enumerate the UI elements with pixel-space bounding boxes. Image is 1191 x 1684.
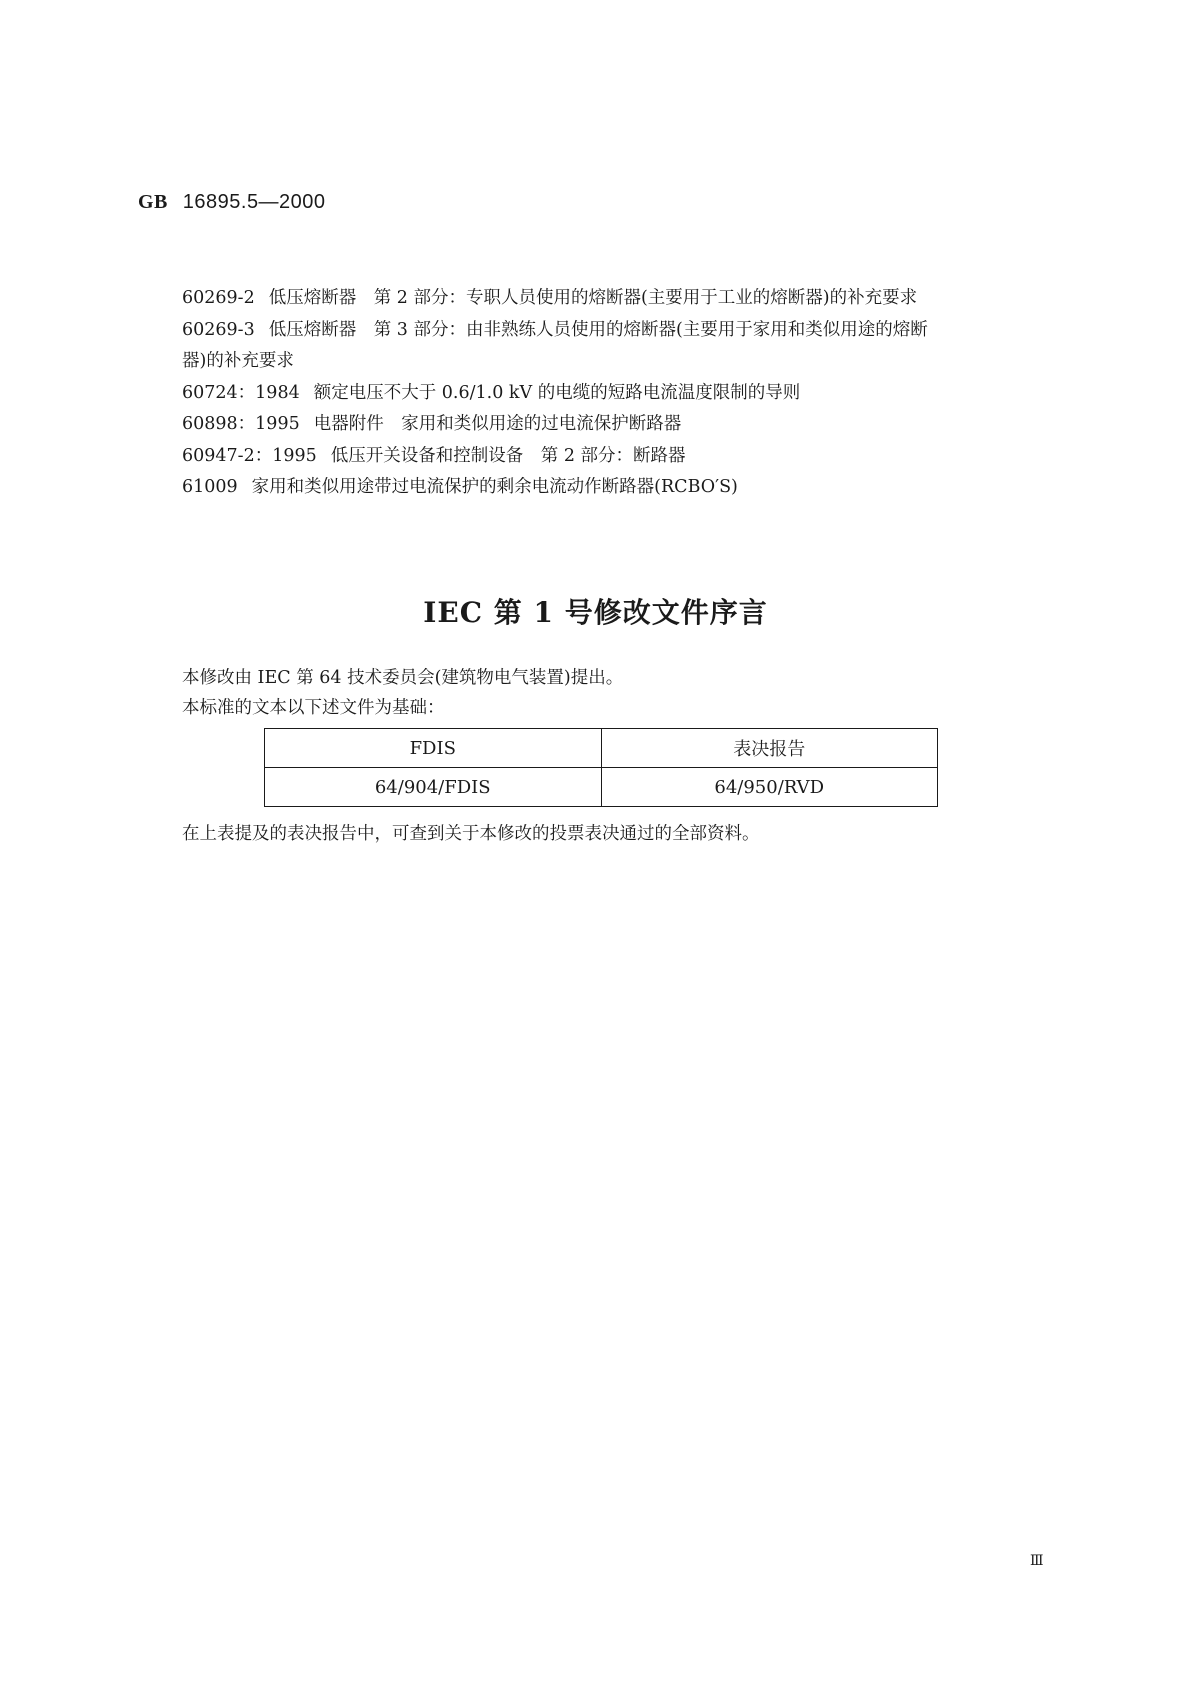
table-header-row (265, 729, 938, 768)
reference-code: 60269-2 (182, 288, 255, 308)
section-heading: IEC 第 1 号修改文件序言 (423, 596, 768, 629)
reference-item (182, 283, 1082, 315)
paragraph-proposal: 本修改由 IEC 第 64 技术委员会(建筑物电气装置)提出。 (182, 668, 624, 688)
reference-text: 低压熔断器 第 3 部分：由非熟练人员使用的熔断器(主要用于家用和类似用途的熔断 (268, 319, 928, 340)
reference-text: 额定电压不大于 0.6/1.0 kV 的电缆的短路电流温度限制的导则 (313, 382, 801, 403)
table-header-cell: FDIS (265, 729, 602, 768)
reference-item (182, 472, 1082, 504)
standard-number: 16895.5—2000 (182, 191, 326, 213)
paragraph-basis: 本标准的文本以下述文件为基础： (182, 698, 445, 718)
reference-item (182, 441, 1082, 473)
reference-code: 60947-2：1995 (182, 445, 317, 466)
reference-item (182, 378, 1082, 410)
page-number: Ⅲ (1030, 1553, 1044, 1569)
document-header (138, 189, 326, 214)
reference-item (182, 315, 1082, 347)
reference-text: 电器附件 家用和类似用途的过电流保护断路器 (313, 414, 682, 434)
table-cell: 64/904/FDIS (265, 768, 602, 807)
reference-text: 家用和类似用途带过电流保护的剩余电流动作断路器(RCBO′S) (251, 477, 738, 497)
reference-code: 61009 (182, 477, 238, 497)
reference-text: 低压开关设备和控制设备 第 2 部分：断路器 (330, 445, 686, 466)
reference-continuation: 器)的补充要求 (182, 351, 294, 371)
reference-code: 60724：1984 (182, 382, 300, 403)
table-header-cell: 表决报告 (601, 729, 938, 768)
table-cell: 64/950/RVD (601, 768, 938, 807)
reference-code: 60898：1995 (182, 414, 300, 434)
reference-code: 60269-3 (182, 319, 255, 340)
paragraph-voting: 在上表提及的表决报告中，可查到关于本修改的投票表决通过的全部资料。 (182, 824, 760, 844)
reference-text: 低压熔断器 第 2 部分：专职人员使用的熔断器(主要用于工业的熔断器)的补充要求 (268, 288, 918, 308)
standard-prefix: GB (138, 191, 168, 213)
reference-item (182, 409, 1082, 441)
document-table (264, 728, 938, 807)
table-row (265, 768, 938, 807)
reference-list (182, 283, 1082, 504)
